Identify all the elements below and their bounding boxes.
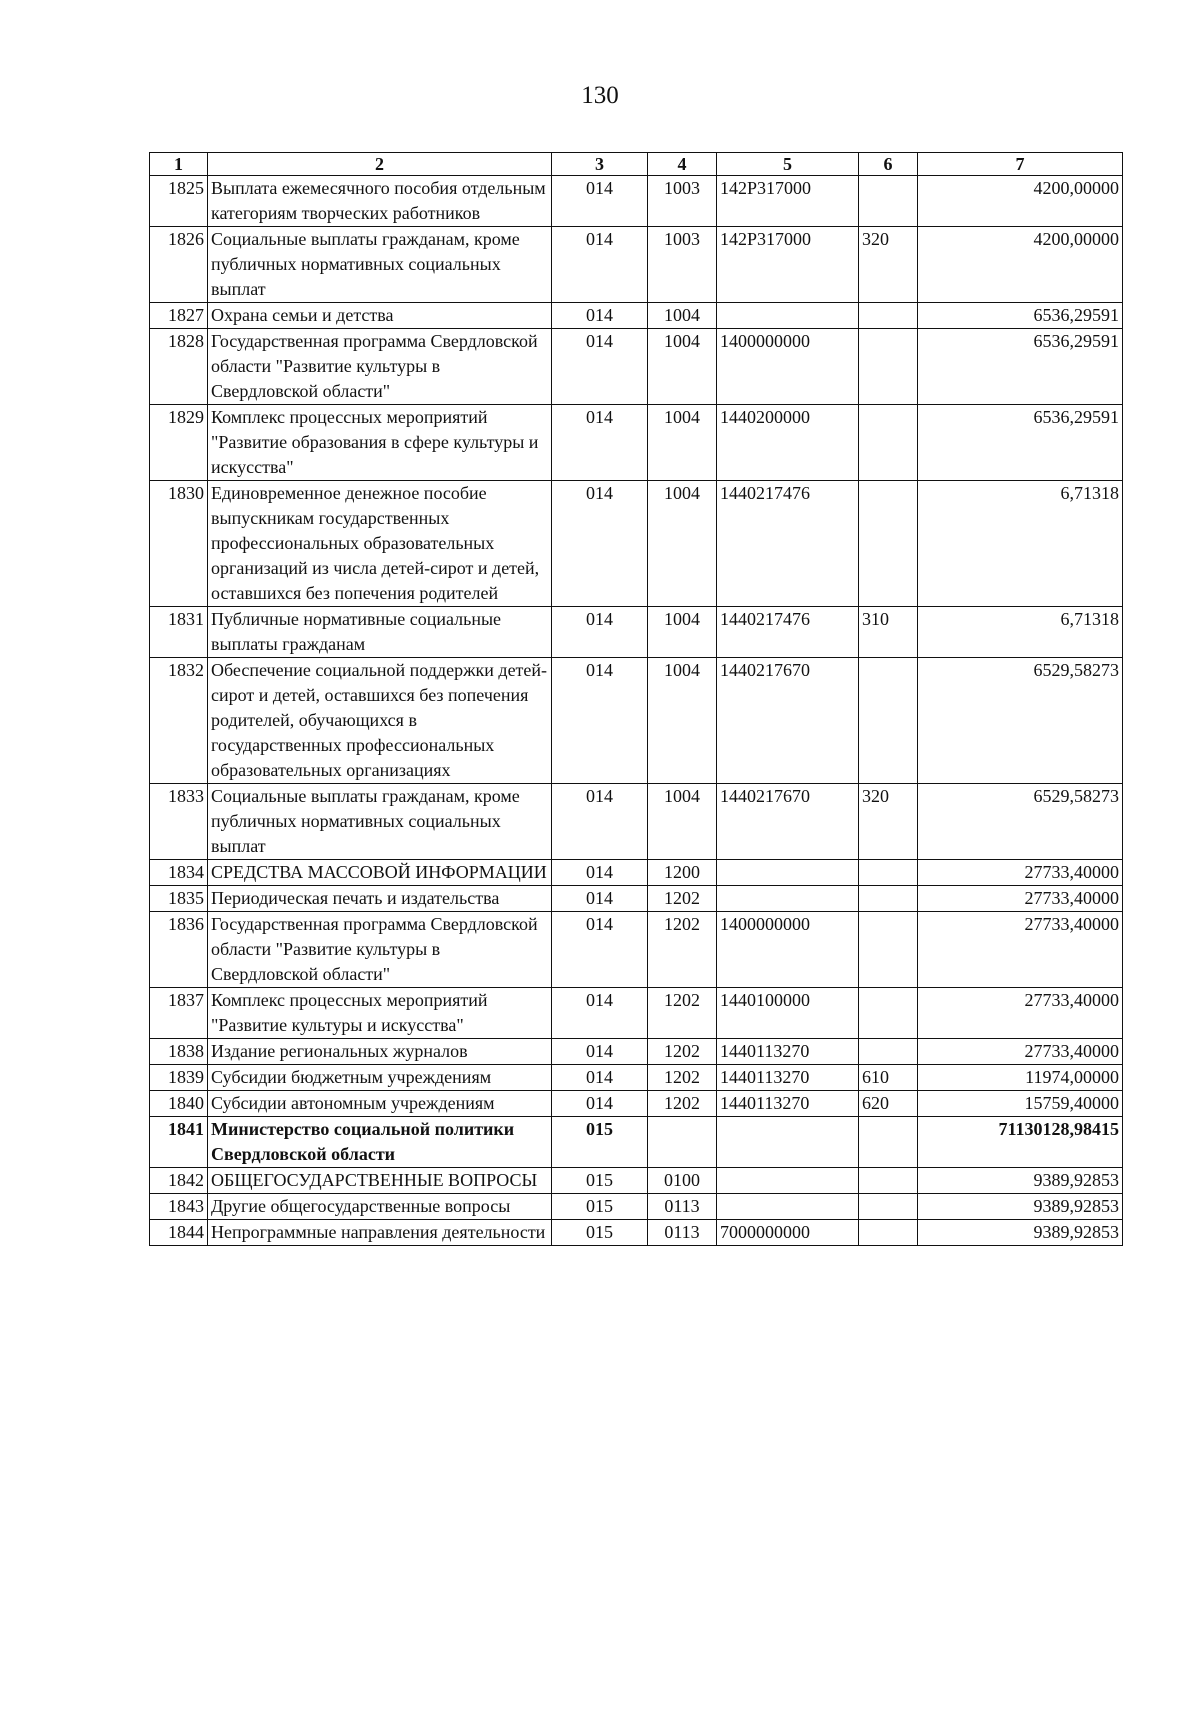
target-article-code — [717, 886, 859, 912]
target-article-code — [717, 303, 859, 329]
expense-type-code — [859, 1168, 918, 1194]
target-article-code: 1440113270 — [717, 1039, 859, 1065]
row-number: 1835 — [150, 886, 208, 912]
column-header: 5 — [717, 153, 859, 176]
expense-type-code — [859, 329, 918, 405]
section-code: 0113 — [648, 1194, 717, 1220]
expense-type-code — [859, 658, 918, 784]
ministry-code: 014 — [552, 658, 648, 784]
target-article-code: 7000000000 — [717, 1220, 859, 1246]
table-row — [150, 303, 1123, 329]
item-name: Государственная программа Свердловской области "Развитие культуры в Свердловской области" — [208, 912, 552, 988]
section-code: 1202 — [648, 1091, 717, 1117]
section-code: 1202 — [648, 988, 717, 1039]
table-row — [150, 1194, 1123, 1220]
target-article-code: 1440217670 — [717, 658, 859, 784]
expense-type-code: 310 — [859, 607, 918, 658]
amount: 6,71318 — [918, 607, 1123, 658]
target-article-code: 1440100000 — [717, 988, 859, 1039]
item-name: Социальные выплаты гражданам, кроме публичных нормативных социальных выплат — [208, 227, 552, 303]
amount: 4200,00000 — [918, 227, 1123, 303]
ministry-code: 014 — [552, 1039, 648, 1065]
target-article-code: 1400000000 — [717, 912, 859, 988]
amount: 9389,92853 — [918, 1194, 1123, 1220]
item-name: Комплекс процессных мероприятий "Развитие культуры и искусства" — [208, 988, 552, 1039]
expense-type-code: 610 — [859, 1065, 918, 1091]
item-name: Комплекс процессных мероприятий "Развитие образования в сфере культуры и искусства" — [208, 405, 552, 481]
target-article-code: 1440217476 — [717, 481, 859, 607]
table-row — [150, 1220, 1123, 1246]
section-code: 1202 — [648, 912, 717, 988]
ministry-code: 014 — [552, 405, 648, 481]
item-name: Охрана семьи и детства — [208, 303, 552, 329]
ministry-code: 015 — [552, 1117, 648, 1168]
expense-type-code — [859, 481, 918, 607]
section-code: 1004 — [648, 658, 717, 784]
item-name: Издание региональных журналов — [208, 1039, 552, 1065]
row-number: 1844 — [150, 1220, 208, 1246]
expense-type-code — [859, 1220, 918, 1246]
expense-type-code — [859, 303, 918, 329]
amount: 6536,29591 — [918, 303, 1123, 329]
item-name: Социальные выплаты гражданам, кроме публичных нормативных социальных выплат — [208, 784, 552, 860]
table-row — [150, 784, 1123, 860]
expense-type-code — [859, 405, 918, 481]
target-article-code — [717, 860, 859, 886]
section-code: 1003 — [648, 227, 717, 303]
row-number: 1828 — [150, 329, 208, 405]
target-article-code: 1440217670 — [717, 784, 859, 860]
item-name: Субсидии бюджетным учреждениям — [208, 1065, 552, 1091]
item-name: Единовременное денежное пособие выпускникам государственных профессиональных образовательных организаций из числа детей-сирот и детей, оставшихся без попечения родителей — [208, 481, 552, 607]
ministry-code: 014 — [552, 912, 648, 988]
ministry-code: 014 — [552, 1091, 648, 1117]
item-name: Публичные нормативные социальные выплаты гражданам — [208, 607, 552, 658]
row-number: 1832 — [150, 658, 208, 784]
ministry-code: 014 — [552, 784, 648, 860]
target-article-code — [717, 1168, 859, 1194]
table-row — [150, 481, 1123, 607]
expense-type-code — [859, 1194, 918, 1220]
target-article-code: 142Р317000 — [717, 227, 859, 303]
table-row — [150, 329, 1123, 405]
row-number: 1827 — [150, 303, 208, 329]
page-number: 130 — [581, 82, 619, 109]
row-number: 1837 — [150, 988, 208, 1039]
expense-type-code — [859, 860, 918, 886]
amount: 6529,58273 — [918, 784, 1123, 860]
section-code: 0100 — [648, 1168, 717, 1194]
table-row — [150, 886, 1123, 912]
column-header: 4 — [648, 153, 717, 176]
expense-type-code: 620 — [859, 1091, 918, 1117]
column-header: 6 — [859, 153, 918, 176]
section-code: 1202 — [648, 1065, 717, 1091]
item-name: Непрограммные направления деятельности — [208, 1220, 552, 1246]
ministry-code: 014 — [552, 176, 648, 227]
section-code: 1003 — [648, 176, 717, 227]
section-code: 1202 — [648, 1039, 717, 1065]
row-number: 1834 — [150, 860, 208, 886]
section-code — [648, 1117, 717, 1168]
row-number: 1829 — [150, 405, 208, 481]
row-number: 1825 — [150, 176, 208, 227]
header-row — [150, 153, 1123, 176]
item-name: Периодическая печать и издательства — [208, 886, 552, 912]
row-number: 1841 — [150, 1117, 208, 1168]
ministry-code: 014 — [552, 860, 648, 886]
amount: 4200,00000 — [918, 176, 1123, 227]
item-name: Другие общегосударственные вопросы — [208, 1194, 552, 1220]
target-article-code: 142Р317000 — [717, 176, 859, 227]
expense-type-code — [859, 886, 918, 912]
amount: 6529,58273 — [918, 658, 1123, 784]
row-number: 1840 — [150, 1091, 208, 1117]
table-row — [150, 1065, 1123, 1091]
target-article-code: 1440113270 — [717, 1065, 859, 1091]
target-article-code — [717, 1194, 859, 1220]
section-code: 0113 — [648, 1220, 717, 1246]
amount: 6536,29591 — [918, 405, 1123, 481]
section-code: 1004 — [648, 481, 717, 607]
expense-type-code — [859, 1039, 918, 1065]
amount: 71130128,98415 — [918, 1117, 1123, 1168]
section-code: 1004 — [648, 405, 717, 481]
expense-type-code — [859, 1117, 918, 1168]
table-row — [150, 1091, 1123, 1117]
target-article-code: 1440200000 — [717, 405, 859, 481]
row-number: 1833 — [150, 784, 208, 860]
expense-type-code: 320 — [859, 227, 918, 303]
table-row — [150, 405, 1123, 481]
table-row — [150, 988, 1123, 1039]
amount: 27733,40000 — [918, 912, 1123, 988]
row-number: 1843 — [150, 1194, 208, 1220]
ministry-code: 014 — [552, 227, 648, 303]
amount: 6,71318 — [918, 481, 1123, 607]
row-number: 1830 — [150, 481, 208, 607]
item-name: Выплата ежемесячного пособия отдельным категориям творческих работников — [208, 176, 552, 227]
table-row — [150, 1039, 1123, 1065]
table-row — [150, 1117, 1123, 1168]
amount: 6536,29591 — [918, 329, 1123, 405]
row-number: 1838 — [150, 1039, 208, 1065]
section-code: 1004 — [648, 607, 717, 658]
row-number: 1842 — [150, 1168, 208, 1194]
section-code: 1004 — [648, 784, 717, 860]
row-number: 1831 — [150, 607, 208, 658]
ministry-code: 014 — [552, 329, 648, 405]
amount: 9389,92853 — [918, 1168, 1123, 1194]
budget-table — [149, 152, 1123, 1246]
target-article-code: 1440217476 — [717, 607, 859, 658]
section-code: 1200 — [648, 860, 717, 886]
column-header: 1 — [150, 153, 208, 176]
item-name: Обеспечение социальной поддержки детей-сирот и детей, оставшихся без попечения родителей, обучающихся в государственных профессиональных образовательных организациях — [208, 658, 552, 784]
item-name: Министерство социальной политики Свердловской области — [208, 1117, 552, 1168]
amount: 9389,92853 — [918, 1220, 1123, 1246]
table-row — [150, 658, 1123, 784]
column-header: 2 — [208, 153, 552, 176]
ministry-code: 014 — [552, 607, 648, 658]
ministry-code: 014 — [552, 481, 648, 607]
amount: 27733,40000 — [918, 886, 1123, 912]
target-article-code — [717, 1117, 859, 1168]
ministry-code: 014 — [552, 886, 648, 912]
target-article-code: 1440113270 — [717, 1091, 859, 1117]
table-body — [150, 176, 1123, 1246]
expense-type-code — [859, 176, 918, 227]
column-header: 3 — [552, 153, 648, 176]
ministry-code: 015 — [552, 1220, 648, 1246]
section-code: 1004 — [648, 329, 717, 405]
section-code: 1004 — [648, 303, 717, 329]
table-row — [150, 1168, 1123, 1194]
expense-type-code: 320 — [859, 784, 918, 860]
ministry-code: 014 — [552, 1065, 648, 1091]
ministry-code: 014 — [552, 988, 648, 1039]
expense-type-code — [859, 988, 918, 1039]
row-number: 1826 — [150, 227, 208, 303]
amount: 15759,40000 — [918, 1091, 1123, 1117]
item-name: СРЕДСТВА МАССОВОЙ ИНФОРМАЦИИ — [208, 860, 552, 886]
table-row — [150, 227, 1123, 303]
section-code: 1202 — [648, 886, 717, 912]
table-row — [150, 912, 1123, 988]
ministry-code: 015 — [552, 1168, 648, 1194]
item-name: Субсидии автономным учреждениям — [208, 1091, 552, 1117]
column-header: 7 — [918, 153, 1123, 176]
table-row — [150, 607, 1123, 658]
amount: 27733,40000 — [918, 988, 1123, 1039]
amount: 27733,40000 — [918, 1039, 1123, 1065]
table-row — [150, 176, 1123, 227]
target-article-code: 1400000000 — [717, 329, 859, 405]
row-number: 1836 — [150, 912, 208, 988]
expense-type-code — [859, 912, 918, 988]
ministry-code: 014 — [552, 303, 648, 329]
item-name: Государственная программа Свердловской области "Развитие культуры в Свердловской области" — [208, 329, 552, 405]
ministry-code: 015 — [552, 1194, 648, 1220]
item-name: ОБЩЕГОСУДАРСТВЕННЫЕ ВОПРОСЫ — [208, 1168, 552, 1194]
amount: 11974,00000 — [918, 1065, 1123, 1091]
table-row — [150, 860, 1123, 886]
row-number: 1839 — [150, 1065, 208, 1091]
amount: 27733,40000 — [918, 860, 1123, 886]
